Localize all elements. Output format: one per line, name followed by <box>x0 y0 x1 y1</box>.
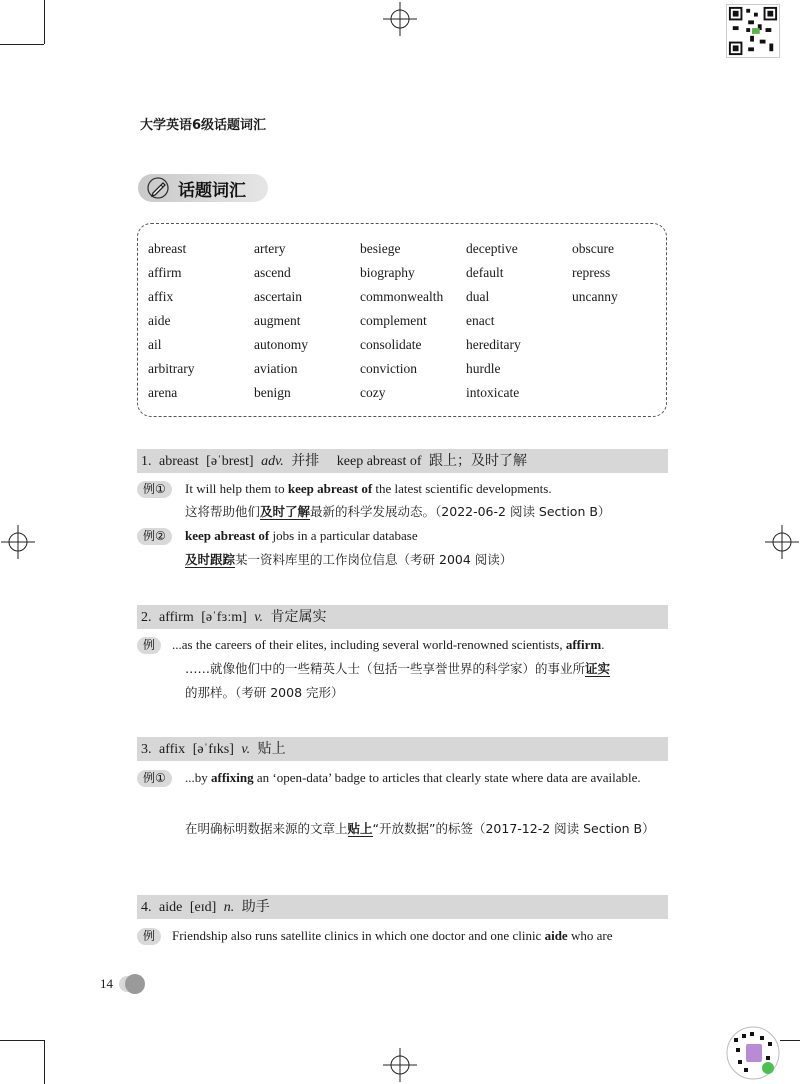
entry-number: 3. <box>141 742 152 757</box>
example-label: 例② <box>137 528 172 545</box>
example-chinese <box>185 550 512 570</box>
entry-word: affix <box>159 742 186 757</box>
crop-mark <box>44 1040 45 1084</box>
registration-mark-icon <box>765 525 799 559</box>
vocab-grid <box>148 240 668 408</box>
example-text: who are <box>567 928 613 943</box>
example-text: 在明确标明数据来源的文章上 <box>185 821 348 836</box>
example-text: ...by <box>185 770 211 785</box>
entry-word: affirm <box>159 610 194 625</box>
vocab-word: besiege <box>360 241 401 256</box>
entry-word: abreast <box>159 454 199 469</box>
vocab-word: ascertain <box>254 289 302 304</box>
vocab-word: commonwealth <box>360 289 444 304</box>
vocab-word: enact <box>466 313 495 328</box>
entry-pronunciation: [əˈfɪks] <box>192 742 234 757</box>
vocab-column <box>360 240 466 408</box>
pencil-icon <box>146 177 172 199</box>
example-keyword: 证实 <box>585 661 611 676</box>
vocab-word: complement <box>360 313 427 328</box>
example-text: . <box>601 637 605 652</box>
example-keyword: aide <box>544 928 568 943</box>
example-english <box>185 479 552 499</box>
vocab-word: aide <box>148 313 171 328</box>
vocab-word: obscure <box>572 241 614 256</box>
section-title-banner <box>138 174 268 202</box>
entry-part-of-speech: adv. <box>261 454 284 469</box>
entry-phrase: keep abreast of <box>336 454 422 469</box>
crop-mark <box>0 44 44 45</box>
vocab-word: ascend <box>254 265 291 280</box>
vocab-word: conviction <box>360 361 417 376</box>
vocab-word: deceptive <box>466 241 518 256</box>
example-english <box>172 635 604 655</box>
example-keyword: affirm <box>565 637 602 652</box>
entry-meaning: 肯定属实 <box>270 609 327 625</box>
vocab-word: cozy <box>360 385 386 400</box>
vocab-word: affirm <box>148 265 182 280</box>
vocab-word: ail <box>148 337 162 352</box>
example-english <box>172 926 612 946</box>
vocab-word: intoxicate <box>466 385 520 400</box>
example-keyword: keep abreast of <box>185 528 270 543</box>
example-keyword: keep abreast of <box>287 481 373 496</box>
example-text: 最新的科学发展动态。（2022-06-2 阅读 Section B） <box>310 504 611 519</box>
example-text: 这将帮助他们 <box>185 504 261 519</box>
example-keyword: 及时了解 <box>260 504 311 519</box>
registration-mark-icon <box>1 525 35 559</box>
example-text: It will help them to <box>185 481 288 496</box>
qr-code-icon <box>726 4 780 58</box>
example-chinese: 的那样。（考研 2008 完形） <box>185 685 344 700</box>
entry-number: 2. <box>141 610 152 625</box>
entry-pronunciation: [əˈbrest] <box>206 454 254 469</box>
vocab-word: autonomy <box>254 337 308 352</box>
crop-mark <box>0 1040 44 1041</box>
vocab-word: affix <box>148 289 174 304</box>
crop-mark <box>44 0 45 44</box>
example-text: ...as the careers of their elites, including several world-renowned scientists, <box>172 637 566 652</box>
entry-heading <box>137 895 668 919</box>
entry-meaning: 助手 <box>241 899 270 915</box>
vocab-word: abreast <box>148 241 187 256</box>
vocab-column <box>254 240 360 408</box>
entry-heading <box>137 737 668 761</box>
entry-pronunciation: [əˈfɜːm] <box>201 610 247 625</box>
entry-word: aide <box>159 900 183 915</box>
vocab-word: biography <box>360 265 415 280</box>
example-chinese <box>185 817 668 840</box>
entry-number: 1. <box>141 454 152 469</box>
vocab-word: arena <box>148 385 178 400</box>
example-english <box>185 768 668 788</box>
vocab-word: augment <box>254 313 301 328</box>
vocab-word: hereditary <box>466 337 521 352</box>
example-keyword: affixing <box>211 770 254 785</box>
page-dot <box>125 974 145 994</box>
vocab-word: repress <box>572 265 611 280</box>
vocab-column <box>148 240 254 408</box>
vocab-column <box>572 240 668 408</box>
entry-heading <box>137 449 668 473</box>
example-label: 例① <box>137 481 172 498</box>
example-chinese <box>185 659 610 679</box>
qr-code-icon <box>726 1026 780 1080</box>
entry-part-of-speech: v. <box>254 610 263 625</box>
entry-phrase-meaning: 跟上；及时了解 <box>429 453 527 469</box>
vocab-word: aviation <box>254 361 298 376</box>
entry-meaning: 贴上 <box>257 741 286 757</box>
example-chinese <box>185 502 610 522</box>
vocab-word: artery <box>254 241 286 256</box>
entry-number: 4. <box>141 900 152 915</box>
entry-meaning: 并排 <box>291 453 320 469</box>
example-text: an ‘open-data’ badge to articles that clearly state where data are available. <box>253 770 641 785</box>
vocab-word: default <box>466 265 504 280</box>
page-number: 14 <box>100 976 113 991</box>
vocab-word: arbitrary <box>148 361 195 376</box>
example-label: 例① <box>137 770 172 787</box>
registration-mark-icon <box>383 2 417 36</box>
section-title: 话题词汇 <box>178 180 246 201</box>
registration-mark-icon <box>383 1048 417 1082</box>
entry-pronunciation: [eɪd] <box>189 900 217 915</box>
vocab-word: dual <box>466 289 490 304</box>
example-text: “开放数据”的标签（2017-12-2 阅读 Section B） <box>372 821 655 836</box>
example-keyword: 贴上 <box>347 821 373 836</box>
entry-part-of-speech: n. <box>223 900 235 915</box>
example-text: ……就像他们中的一些精英人士（包括一些享誉世界的科学家）的事业所 <box>185 661 586 676</box>
entry-part-of-speech: v. <box>241 742 251 757</box>
example-text: Friendship also runs satellite clinics in which one doctor and one clinic <box>172 928 545 943</box>
example-label: 例 <box>137 637 161 654</box>
vocab-word: consolidate <box>360 337 422 352</box>
entry-heading <box>137 605 668 629</box>
example-label: 例 <box>137 928 161 945</box>
vocab-word: uncanny <box>572 289 618 304</box>
vocab-word: hurdle <box>466 361 501 376</box>
running-head: 大学英语6级话题词汇 <box>140 118 267 133</box>
example-text: the latest scientific developments. <box>372 481 552 496</box>
example-text: 某一资料库里的工作岗位信息（考研 2004 阅读） <box>235 552 513 567</box>
example-keyword: 及时跟踪 <box>185 552 236 567</box>
vocab-word: benign <box>254 385 291 400</box>
example-english <box>185 526 418 546</box>
vocab-column <box>466 240 572 408</box>
example-text: jobs in a particular database <box>269 528 418 543</box>
